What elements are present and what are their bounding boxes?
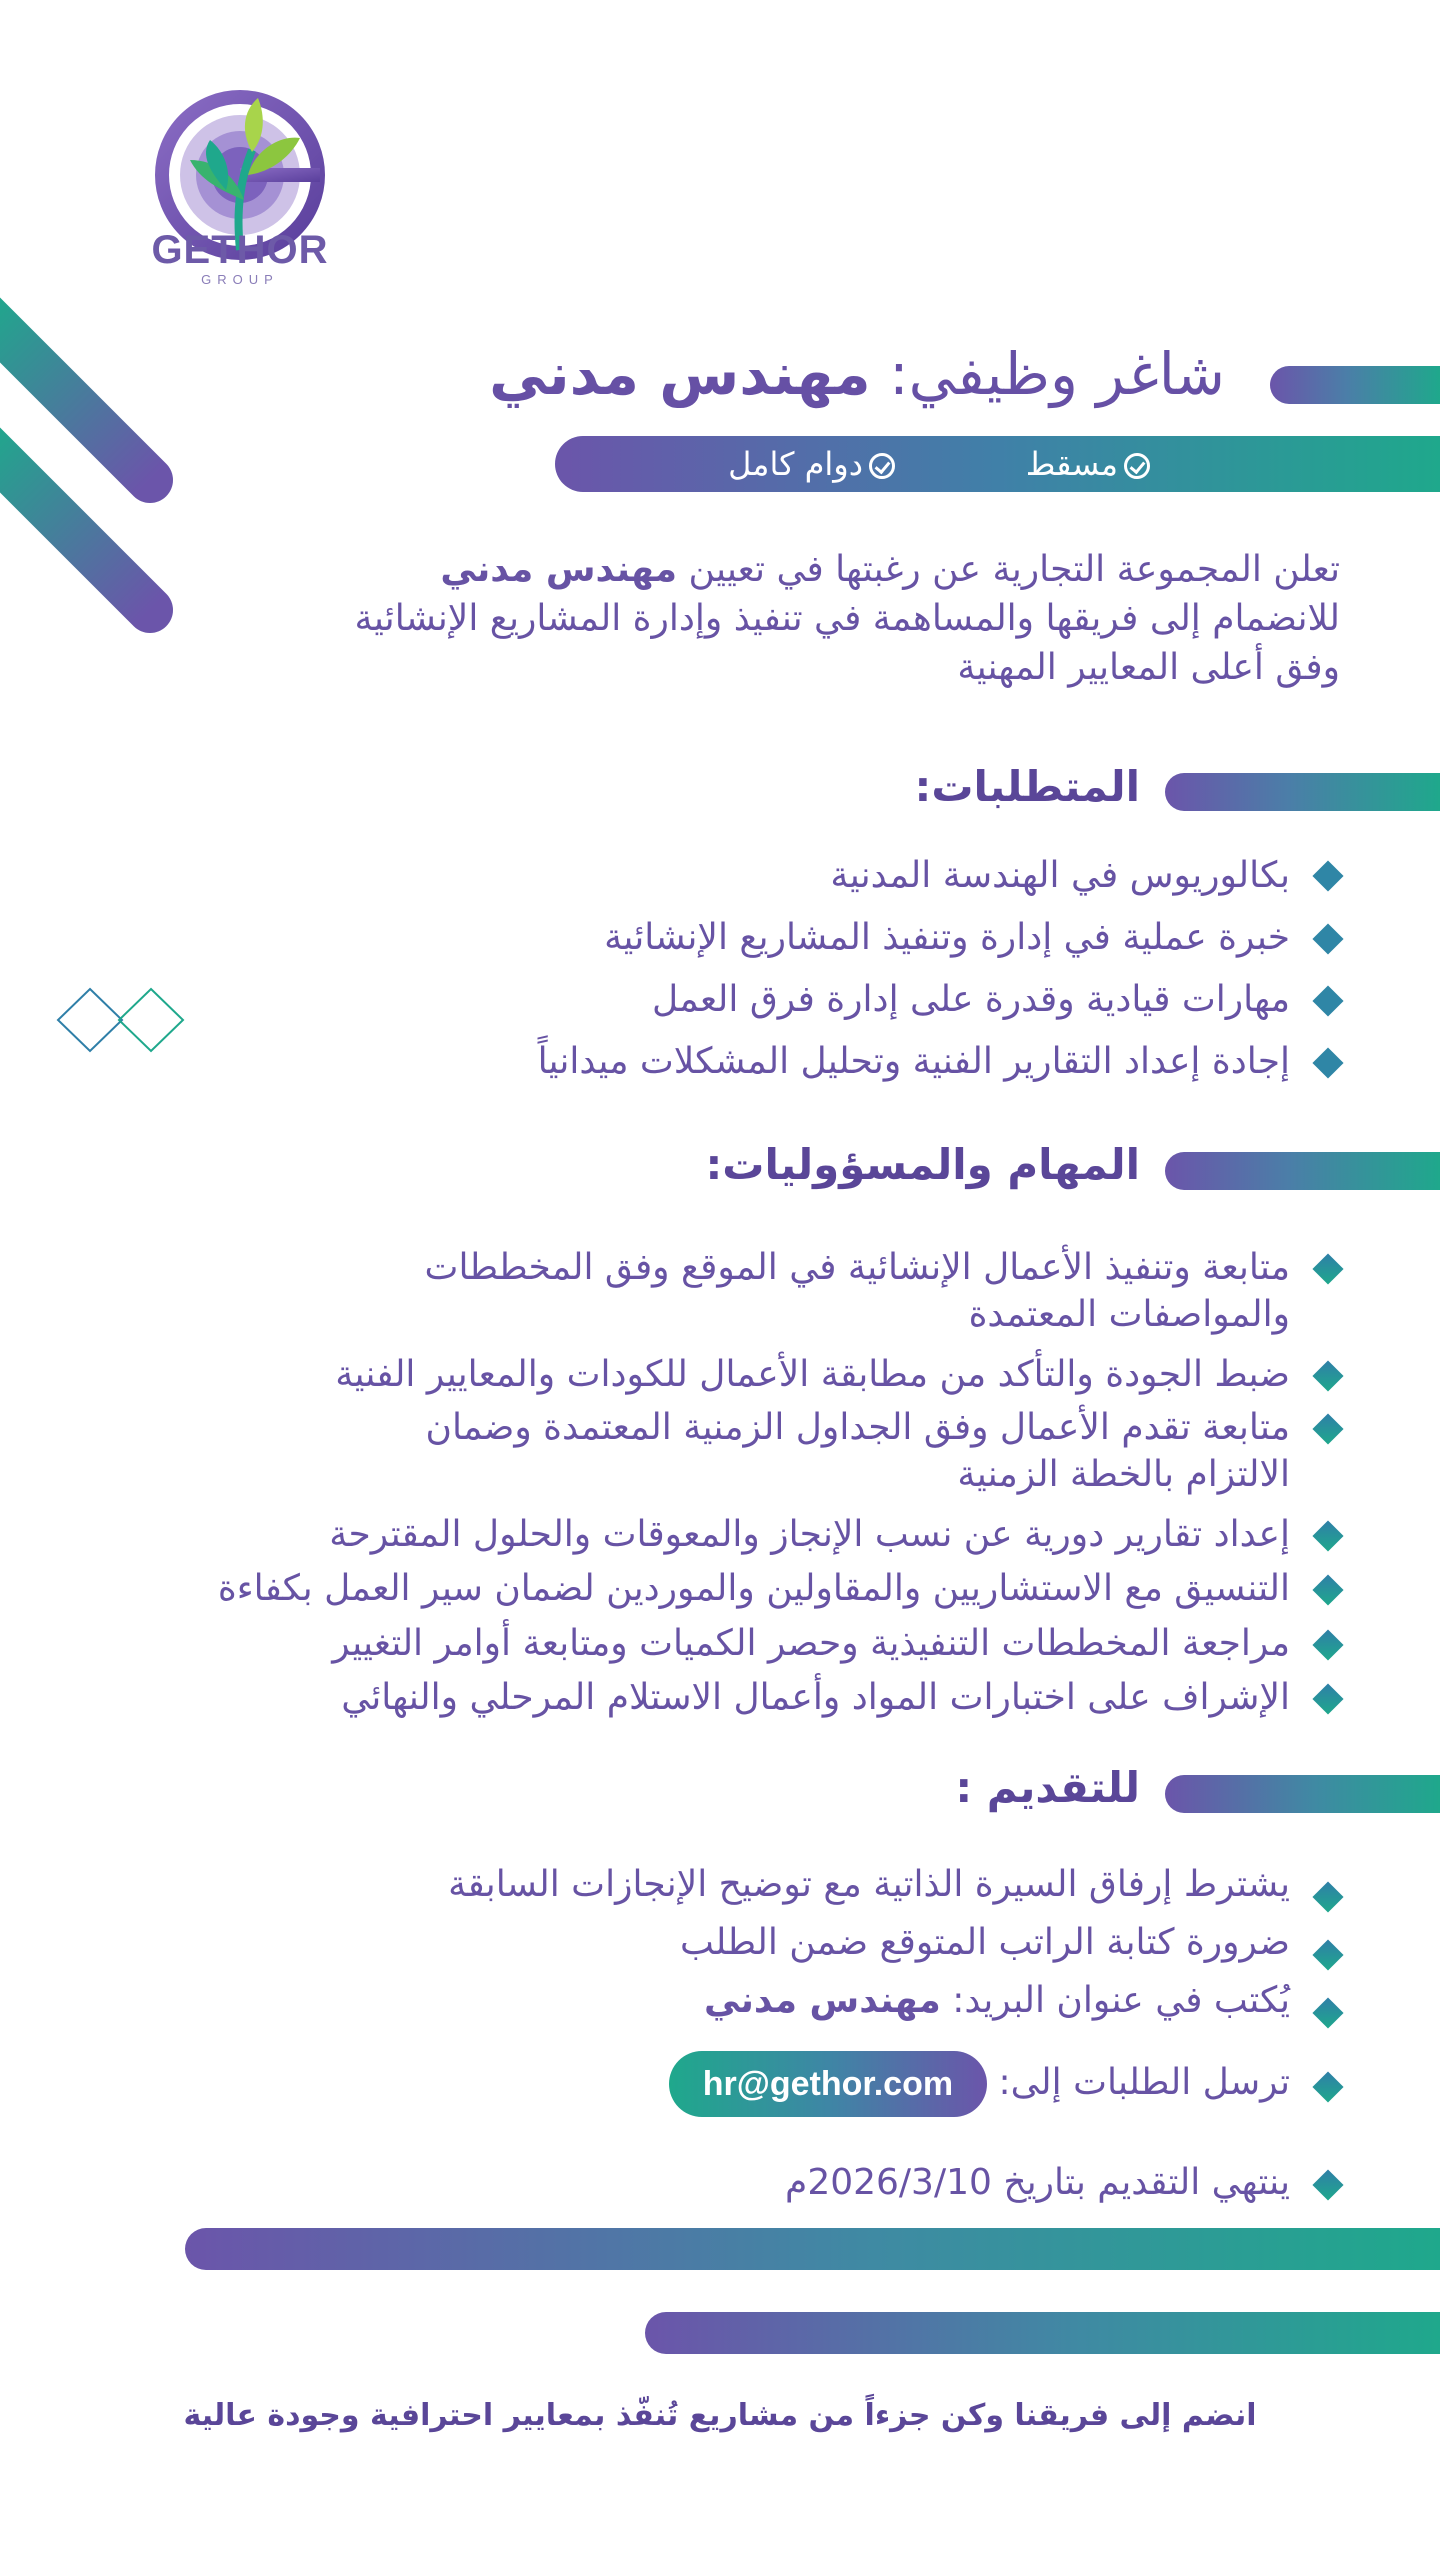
subject-value: مهندس مدني — [703, 1980, 941, 2021]
bullet-diamond-icon — [1312, 1413, 1343, 1444]
bullet-diamond-icon — [1312, 2071, 1343, 2102]
list-item: والمواصفات المعتمدة — [968, 1294, 1290, 1335]
bullet-diamond-icon — [1312, 1939, 1343, 1970]
location-tag: مسقط — [1026, 440, 1150, 488]
list-item: إجادة إعداد التقارير الفنية وتحليل المشكلات ميدانياً — [537, 1041, 1290, 1082]
requirements-heading-bar — [1165, 773, 1440, 811]
job-info-pill — [555, 436, 1440, 492]
footer-slogan: انضم إلى فريقنا وكن جزءاً من مشاريع تُنفّذ بمعايير احترافية وجودة عالية — [183, 2398, 1257, 2433]
check-circle-icon — [1124, 453, 1150, 479]
list-item: بكالوريوس في الهندسة المدنية — [830, 855, 1290, 896]
list-item: ضرورة كتابة الراتب المتوقع ضمن الطلب — [680, 1922, 1290, 1963]
bullet-diamond-icon — [1312, 1629, 1343, 1660]
decorative-strokes — [0, 290, 190, 650]
bullet-diamond-icon — [1312, 860, 1343, 891]
intro-paragraph: تعلن المجموعة التجارية عن رغبتها في تعيين مهندس مدني للانضمام إلى فريقها والمساهمة في تنفيذ وإدارة المشاريع الإنشائية وفق أعلى المعايير المهنية — [354, 549, 1340, 688]
list-item: ينتهي التقديم بتاريخ 2026/3/10م — [785, 2162, 1290, 2203]
bullet-diamond-icon — [1312, 1574, 1343, 1605]
bullet-diamond-icon — [1312, 1047, 1343, 1078]
list-item: يُكتب في عنوان البريد: مهندس مدني — [703, 1980, 1290, 2021]
bullet-diamond-icon — [1312, 1881, 1343, 1912]
list-item: التنسيق مع الاستشاريين والمقاولين والموردين لضمان سير العمل بكفاءة — [217, 1568, 1290, 1609]
decorative-bar-short — [645, 2312, 1440, 2354]
list-item: مراجعة المخططات التنفيذية وحصر الكميات ومتابعة أوامر التغيير — [332, 1623, 1290, 1664]
email-address-link[interactable]: hr@gethor.com — [669, 2051, 987, 2117]
bullet-diamond-icon — [1312, 985, 1343, 1016]
page-title: شاغر وظيفي: مهندس مدني — [489, 340, 1225, 408]
list-item: الالتزام بالخطة الزمنية — [957, 1454, 1290, 1495]
list-item: متابعة تقدم الأعمال وفق الجداول الزمنية المعتمدة وضمان — [425, 1407, 1290, 1448]
bullet-diamond-icon — [1312, 1253, 1343, 1284]
employment-type-tag: دوام كامل — [728, 440, 895, 488]
logo-subtitle: GROUP — [201, 272, 279, 287]
list-item: مهارات قيادية وقدرة على إدارة فرق العمل — [651, 979, 1290, 1020]
bullet-diamond-icon — [1312, 923, 1343, 954]
list-item: ترسل الطلبات إلى: hr@gethor.com — [669, 2050, 1290, 2117]
bullet-diamond-icon — [1312, 1997, 1343, 2028]
decorative-bar-long — [185, 2228, 1440, 2270]
list-item: إعداد تقارير دورية عن نسب الإنجاز والمعوقات والحلول المقترحة — [329, 1514, 1290, 1555]
job-role: مهندس مدني — [489, 340, 871, 408]
list-item: الإشراف على اختبارات المواد وأعمال الاستلام المرحلي والنهائي — [341, 1677, 1290, 1718]
bullet-diamond-icon — [1312, 1520, 1343, 1551]
bullet-diamond-icon — [1312, 1683, 1343, 1714]
bullet-diamond-icon — [1312, 2169, 1343, 2200]
list-item: متابعة وتنفيذ الأعمال الإنشائية في الموقع وفق المخططات — [424, 1247, 1290, 1288]
check-circle-icon — [869, 453, 895, 479]
apply-heading-bar — [1165, 1775, 1440, 1813]
title-bar — [1270, 366, 1440, 404]
decorative-diamonds-icon — [56, 985, 196, 1055]
requirements-heading: المتطلبات: — [914, 762, 1140, 811]
apply-heading: للتقديم : — [955, 1763, 1140, 1812]
duties-heading-bar — [1165, 1152, 1440, 1190]
list-item: ضبط الجودة والتأكد من مطابقة الأعمال للكودات والمعايير الفنية — [335, 1354, 1290, 1395]
bullet-diamond-icon — [1312, 1360, 1343, 1391]
list-item: يشترط إرفاق السيرة الذاتية مع توضيح الإنجازات السابقة — [448, 1864, 1290, 1905]
list-item: خبرة عملية في إدارة وتنفيذ المشاريع الإنشائية — [604, 917, 1290, 958]
logo-wordmark: GETHOR — [151, 228, 329, 272]
duties-heading: المهام والمسؤوليات: — [705, 1140, 1140, 1189]
